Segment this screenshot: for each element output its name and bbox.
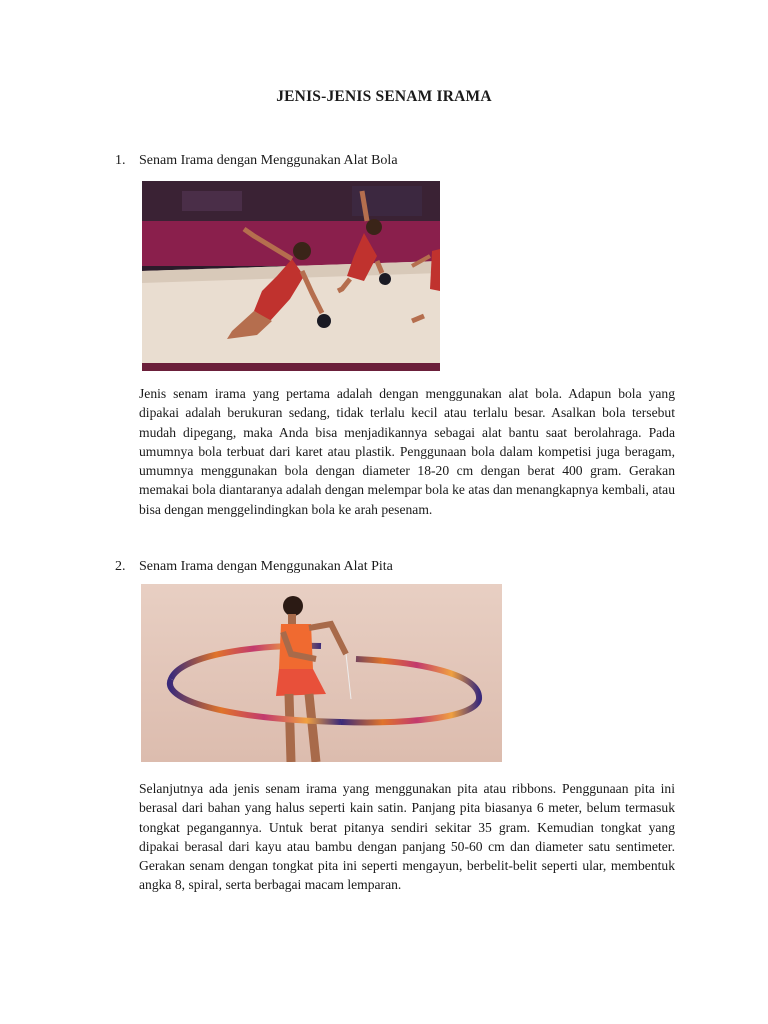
ribbon-gymnastics-photo bbox=[141, 584, 502, 762]
page-title: JENIS-JENIS SENAM IRAMA bbox=[276, 88, 492, 105]
section-2-paragraph: Selanjutnya ada jenis senam irama yang menggunakan pita atau ribbons. Penggunaan pita ini berasal dari bahan yang halus seperti kain satin. Panjang pita biasanya 6 meter, belum termasuk tongkat pegangannya. Untuk berat pitanya sendiri sekitar 35 gram. Kemudian tongkat yang dipakai berasal dari kayu atau bambu dengan panjang 50-60 cm dan diameter satu sentimeter. Gerakan senam dengan tongkat pita ini seperti mengayun, berbelit-belit seperti ular, membentuk angka 8, spiral, serta berbagai macam lemparan. bbox=[139, 781, 675, 893]
section-2-number: 2. bbox=[115, 559, 126, 574]
section-1-paragraph: Jenis senam irama yang pertama adalah dengan menggunakan alat bola. Adapun bola yang dipakai adalah berukuran sedang, tidak terlalu kecil atau terlalu besar. Asalkan bola tersebut mudah dipegang, maka Anda bisa menjadikannya sebagai alat bantu saat berolahraga. Pada umumnya bola terbuat dari karet atau plastik. Penggunaan bola dalam kompetisi juga beragam, umumnya menggunakan bola dengan diameter 18-20 cm dengan berat 400 gram. Gerakan memakai bola diantaranya adalah dengan melempar bola ke atas dan menangkapnya kembali, atau bisa dengan menggelindingkan bola ke arah pesenam. bbox=[139, 386, 675, 517]
section-2-title: Senam Irama dengan Menggunakan Alat Pita bbox=[139, 559, 393, 574]
section-1-heading bbox=[115, 153, 398, 169]
section-1-title: Senam Irama dengan Menggunakan Alat Bola bbox=[139, 153, 398, 168]
section-2-heading bbox=[115, 559, 393, 575]
ball-gymnastics-photo bbox=[142, 181, 440, 371]
section-1-number: 1. bbox=[115, 153, 126, 168]
